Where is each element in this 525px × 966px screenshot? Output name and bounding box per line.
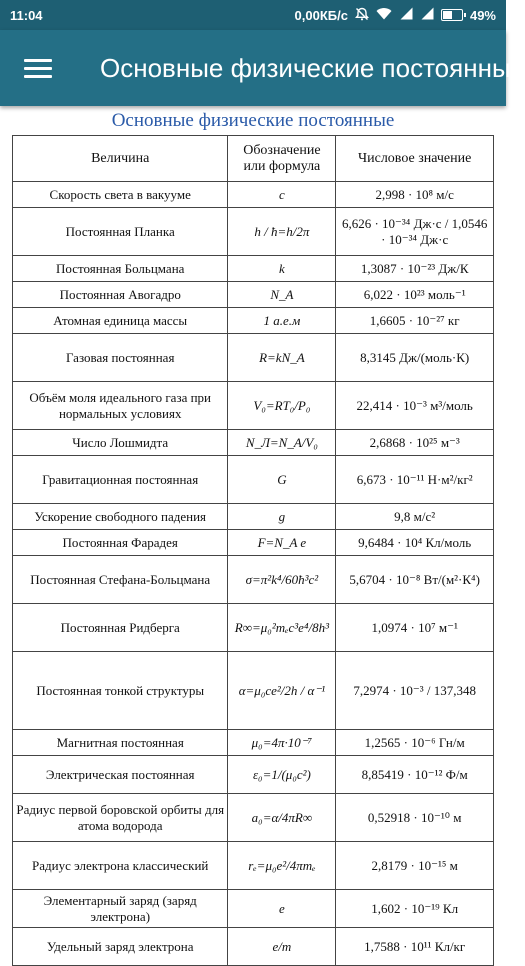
- row-symbol: h / ħ=h/2π: [228, 208, 336, 256]
- row-value: 9,8 м/с²: [336, 504, 494, 530]
- row-symbol: k: [228, 256, 336, 282]
- row-name: Элементарный заряд (заряд электрона): [13, 890, 228, 928]
- row-symbol: N_A: [228, 282, 336, 308]
- row-value: 6,626 · 10⁻³⁴ Дж·с / 1,0546 · 10⁻³⁴ Дж·с: [336, 208, 494, 256]
- row-symbol: 1 а.е.м: [228, 308, 336, 334]
- row-value: 1,7588 · 10¹¹ Кл/кг: [336, 928, 494, 966]
- row-value: 2,998 · 10⁸ м/с: [336, 182, 494, 208]
- row-name: Постоянная Фарадея: [13, 530, 228, 556]
- row-value: 1,602 · 10⁻¹⁹ Кл: [336, 890, 494, 928]
- table-row: [13, 182, 494, 208]
- row-name: Электрическая постоянная: [13, 756, 228, 794]
- row-value: 8,3145 Дж/(моль·К): [336, 334, 494, 382]
- status-time: 11:04: [10, 7, 43, 23]
- row-name: Гравитационная постоянная: [13, 456, 228, 504]
- row-value: 6,673 · 10⁻¹¹ Н·м²/кг²: [336, 456, 494, 504]
- row-name: Скорость света в вакууме: [13, 182, 228, 208]
- table-row: [13, 334, 494, 382]
- row-value: 6,022 · 10²³ моль⁻¹: [336, 282, 494, 308]
- row-value: 22,414 · 10⁻³ м³/моль: [336, 382, 494, 430]
- row-symbol: G: [228, 456, 336, 504]
- row-name: Постоянная Планка: [13, 208, 228, 256]
- battery-level: [443, 11, 452, 19]
- document-heading: Основные физические постоянные: [111, 110, 395, 131]
- row-symbol: R=kN_A: [228, 334, 336, 382]
- row-name: Магнитная постоянная: [13, 730, 228, 756]
- row-symbol: α=μ₀ce²/2h / α⁻¹: [228, 652, 336, 730]
- row-value: 1,3087 · 10⁻²³ Дж/К: [336, 256, 494, 282]
- row-symbol: rₑ=μ₀e²/4πmₑ: [228, 842, 336, 890]
- status-icons: [295, 7, 496, 24]
- row-value: 8,85419 · 10⁻¹² Ф/м: [336, 756, 494, 794]
- table-row: [13, 256, 494, 282]
- battery-percent: 49%: [469, 7, 496, 23]
- row-name: Постоянная Авогадро: [13, 282, 228, 308]
- row-name: Постоянная Стефана-Больцмана: [13, 556, 228, 604]
- row-symbol: e/m: [228, 928, 336, 966]
- network-speed: 0,00КБ/с: [294, 7, 348, 23]
- table-row: [13, 604, 494, 652]
- app-bar: [0, 30, 525, 106]
- row-value: 1,0974 · 10⁷ м⁻¹: [336, 604, 494, 652]
- table-row: [13, 556, 494, 604]
- row-symbol: e: [228, 890, 336, 928]
- row-symbol: g: [228, 504, 336, 530]
- table-row: [13, 308, 494, 334]
- table-row: [13, 890, 494, 928]
- app-title: Основные физические постоянные: [100, 52, 525, 83]
- column-header-quantity: Величина: [13, 136, 228, 182]
- row-symbol: N_Л=N_A/V₀: [228, 430, 336, 456]
- battery-icon: [441, 9, 463, 21]
- table-row: [13, 756, 494, 794]
- row-name: Постоянная тонкой структуры: [13, 652, 228, 730]
- row-symbol: μ₀=4π·10⁻⁷: [228, 730, 336, 756]
- row-value: 5,6704 · 10⁻⁸ Вт/(м²·К⁴): [336, 556, 494, 604]
- row-symbol: R∞=μ₀²mₑc³e⁴/8h³: [228, 604, 336, 652]
- bell-muted-icon: [355, 7, 369, 24]
- table-row: [13, 730, 494, 756]
- table-row: [13, 842, 494, 890]
- row-value: 7,2974 · 10⁻³ / 137,348: [336, 652, 494, 730]
- row-value: 1,2565 · 10⁻⁶ Гн/м: [336, 730, 494, 756]
- signal-2-icon: [420, 7, 434, 23]
- row-name: Удельный заряд электрона: [13, 928, 228, 966]
- row-value: 0,52918 · 10⁻¹⁰ м: [336, 794, 494, 842]
- row-symbol: ε₀=1/(μ₀c²): [228, 756, 336, 794]
- row-name: Радиус первой боровской орбиты для атома водорода: [13, 794, 228, 842]
- table-row: [13, 652, 494, 730]
- table-row: [13, 504, 494, 530]
- row-symbol: V₀=RT₀/P₀: [228, 382, 336, 430]
- row-value: 2,8179 · 10⁻¹⁵ м: [336, 842, 494, 890]
- row-symbol: a₀=α/4πR∞: [228, 794, 336, 842]
- row-name: Радиус электрона классический: [13, 842, 228, 890]
- row-symbol: σ=π²k⁴/60ħ³c²: [228, 556, 336, 604]
- column-header-value: Числовое значение: [336, 136, 494, 182]
- table-row: [13, 530, 494, 556]
- status-bar: [0, 0, 506, 30]
- row-name: Атомная единица массы: [13, 308, 228, 334]
- table-row: [13, 382, 494, 430]
- signal-icon: [399, 7, 413, 23]
- table-row: [13, 794, 494, 842]
- content-area[interactable]: [0, 106, 506, 954]
- row-value: 2,6868 · 10²⁵ м⁻³: [336, 430, 494, 456]
- row-name: Газовая постоянная: [13, 334, 228, 382]
- row-name: Постоянная Ридберга: [13, 604, 228, 652]
- row-value: 9,6484 · 10⁴ Кл/моль: [336, 530, 494, 556]
- menu-icon[interactable]: [24, 57, 56, 79]
- row-value: 1,6605 · 10⁻²⁷ кг: [336, 308, 494, 334]
- table-row: [13, 282, 494, 308]
- row-name: Объём моля идеального газа при нормальных условиях: [13, 382, 228, 430]
- row-name: Постоянная Больцмана: [13, 256, 228, 282]
- row-symbol: F=N_A e: [228, 530, 336, 556]
- wifi-icon: [376, 7, 392, 23]
- constants-table: [12, 135, 494, 966]
- table-row: [13, 430, 494, 456]
- table-header-row: [13, 136, 494, 182]
- table-row: [13, 928, 494, 966]
- row-symbol: c: [228, 182, 336, 208]
- row-name: Ускорение свободного падения: [13, 504, 228, 530]
- table-row: [13, 456, 494, 504]
- row-name: Число Лошмидта: [13, 430, 228, 456]
- table-row: [13, 208, 494, 256]
- column-header-symbol: Обозначение или формула: [228, 136, 336, 182]
